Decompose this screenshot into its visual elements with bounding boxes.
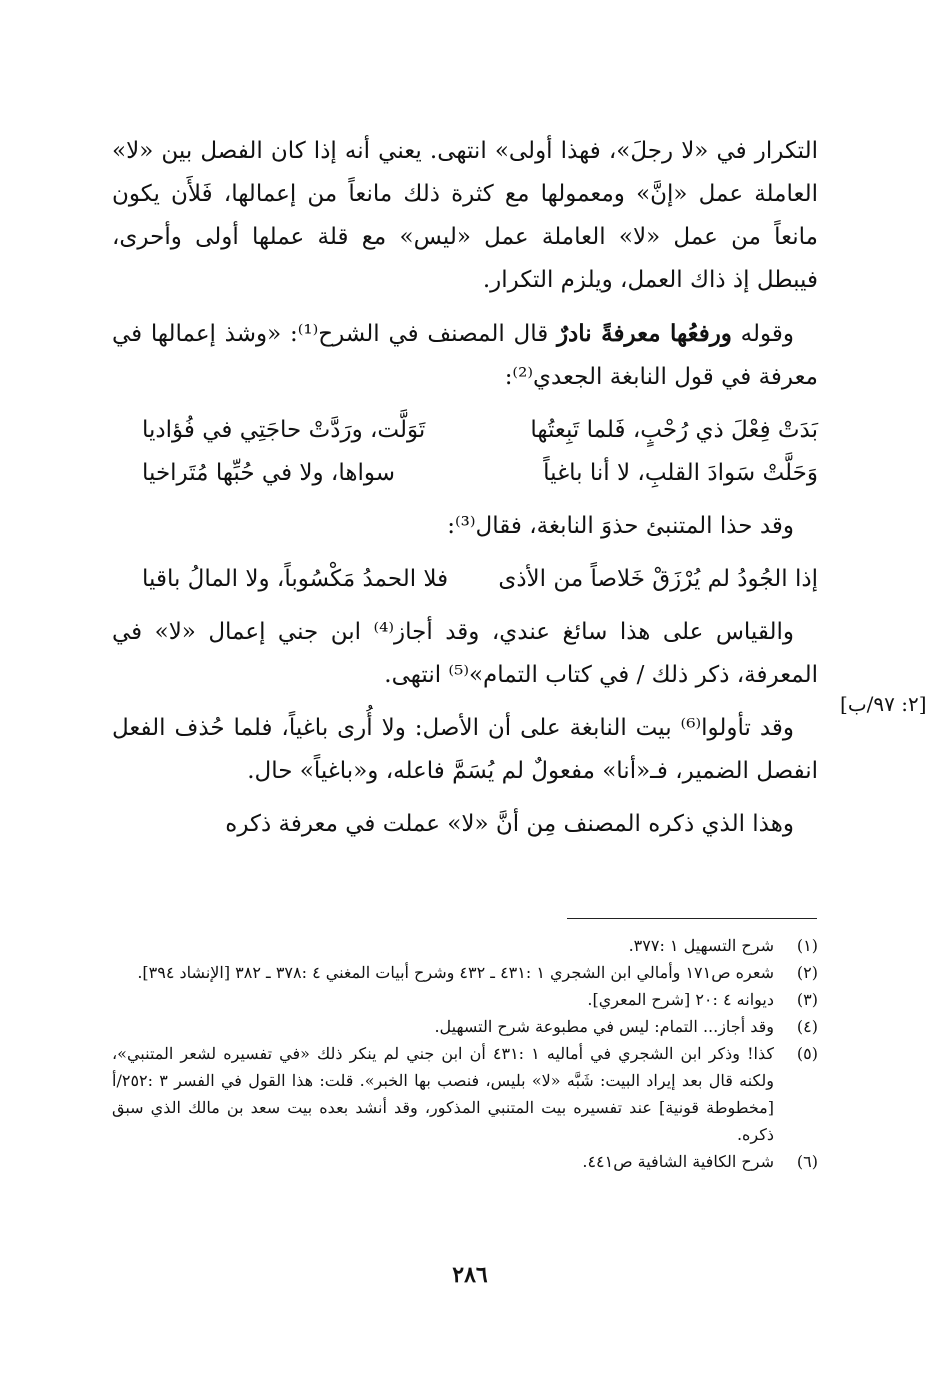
- footnote-text: وقد أجاز... التمام: ليس في مطبوعة شرح التسهيل.: [434, 1017, 774, 1036]
- verse-line: [112, 452, 818, 495]
- paragraph-4: والقياس على هذا سائغ عندي، وقد أجاز⁽⁴⁾ ابن جني إعمال «لا» في المعرفة، ذكر ذلك / في كتاب التمام»⁽⁵⁾ انتهى.: [112, 619, 818, 688]
- footnote-number: (٣): [796, 990, 818, 1009]
- paragraph-2-rest: قال المصنف في الشرح⁽¹⁾: «وشذ إعمالها في معرفة في قول النابغة الجعدي⁽²⁾:: [112, 321, 818, 390]
- footnote: [112, 932, 818, 959]
- footnotes: [112, 932, 818, 1175]
- footnote: [112, 986, 818, 1013]
- verse-line: [112, 558, 818, 601]
- footnote-number: (٤): [796, 1017, 818, 1036]
- footnote-number: (٥): [796, 1044, 818, 1063]
- footnote-text: ديوانه ٤ :٢٠ [شرح المعري].: [587, 990, 774, 1009]
- footnote-text: كذا! وذكر ابن الشجري في أماليه ١ :٤٣١ أن ابن جني لم ينكر ذلك «في تفسيره لشعر المتنبي»، ولكنه قال بعد إيراد البيت: شَبَّه «لا» بليس، فنصب بها الخبر». قلت: هذا القول في الفسر ٣ :٢٥٢/أ [مخطوطة قونية] عند تفسيره بيت المتنبي المذكور، وقد أنشد بعده بيت سعد بن مالك الذي سبق ذكره.: [112, 1044, 774, 1144]
- footnote-number: (٢): [796, 963, 818, 982]
- verse-hemistich-second: فلا الحمدُ مَكْسُوباً، ولا المالُ باقيا: [142, 566, 449, 592]
- paragraph-5: وقد تأولوا⁽⁶⁾ بيت النابغة على أن الأصل: ولا أُرى باغياً، فلما حُذف الفعل انفصل الضمير، فـ«أنا» مفعولٌ لم يُسَمَّ فاعله، و«باغياً» حال.: [112, 715, 818, 784]
- verse-hemistich-first: إذا الجُودُ لم يُرْزَقْ خَلاصاً من الأذى: [498, 566, 818, 592]
- footnote-text: شعره ص١٧١ وأمالي ابن الشجري ١ :٤٣١ ـ ٤٣٢ وشرح أبيات المغني ٤ :٣٧٨ ـ ٣٨٢ [الإنشاد ٣٩٤].: [137, 963, 774, 982]
- footnote-text: شرح الكافية الشافية ص٤٤١.: [582, 1152, 774, 1171]
- manuscript-folio-note: [٢: ٩٧/ب]: [840, 692, 927, 716]
- paragraph-1: التكرار في «لا رجلَ»، فهذا أولى» انتهى. يعني أنه إذا كان الفصل بين «لا» العاملة عمل «إنَّ» ومعمولها مع كثرة ذلك مانعاً من إعمالها، فَلأَن يكون مانعاً من عمل «لا» العاملة عمل «ليس» مع قلة عملها أولى وأحرى، فيبطل إذ ذاك العمل، ويلزم التكرار.: [112, 138, 818, 293]
- paragraph-6: وهذا الذي ذكره المصنف مِن أنَّ «لا» عملت في معرفة ذكره: [225, 811, 794, 837]
- quoted-phrase: ورفعُها معرفةً نادرٌ: [556, 320, 732, 347]
- footnote: [112, 959, 818, 986]
- paragraph-2: [112, 312, 818, 399]
- verse-line: [112, 409, 818, 452]
- paragraph-3: وقد حذا المتنبئ حذوَ النابغة، فقال⁽³⁾:: [447, 513, 794, 539]
- verse-hemistich-first: وَحَلَّتْ سَوادَ القلبِ، لا أنا باغياً: [543, 460, 818, 486]
- footnote: [112, 1040, 818, 1148]
- verse-hemistich-second: سواها، ولا في حُبِّها مُتَراخيا: [142, 460, 396, 486]
- footnote-number: (١): [796, 936, 818, 955]
- page-number: ٢٨٦: [452, 1262, 488, 1288]
- main-text: [112, 130, 818, 846]
- footnote-text: شرح التسهيل ١ :٣٧٧.: [628, 936, 774, 955]
- footnote-number: (٦): [796, 1152, 818, 1171]
- footnote: [112, 1148, 818, 1175]
- verse-hemistich-second: تَوَلَّت، ورَدَّتْ حاجَتِي في فُؤاديا: [142, 417, 426, 443]
- paragraph-2-lead: وقوله: [731, 321, 794, 347]
- footnote: [112, 1013, 818, 1040]
- verse-hemistich-first: بَدَتْ فِعْلَ ذي رُحْبٍ، فَلما تَبِعتُها: [530, 417, 818, 443]
- footnote-divider: [567, 918, 817, 919]
